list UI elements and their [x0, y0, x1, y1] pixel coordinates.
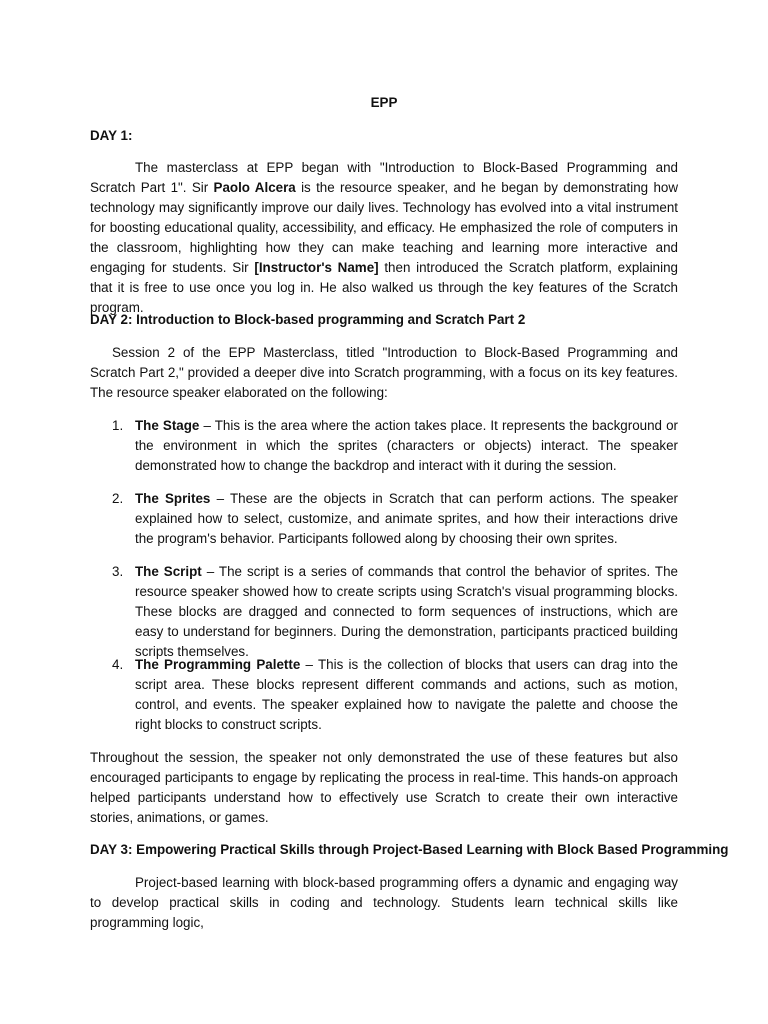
list-item — [112, 655, 678, 735]
list-item-number: 4. — [112, 657, 124, 672]
list-item-text: – These are the objects in Scratch that can perform actions. The speaker explained how to select, customize, and animate sprites, and how their interactions drive the program's behavior. Participants followed along by choosing their own sprites. — [135, 491, 678, 546]
speaker-name: Paolo Alcera — [213, 180, 296, 195]
day1-heading: DAY 1: — [90, 128, 133, 143]
day1-para-end: then introduced the Scratch platform, explaining that it is free to use once you log in. He also walked us through the key features of the Scratch program. — [90, 260, 678, 315]
day3-para-text: Project-based learning with block-based programming offers a dynamic and engaging way to develop practical skills in coding and technology. Students learn technical skills like programming logic, — [90, 875, 678, 930]
day2-intro-text: Session 2 of the EPP Masterclass, titled "Introduction to Block-Based Programming and Scratch Part 2," provided a deeper dive into Scratch programming, with a focus on its key features. The resource speaker elaborated on the following: — [90, 345, 678, 400]
day3-paragraph — [90, 873, 678, 933]
day2-closing-paragraph: Throughout the session, the speaker not only demonstrated the use of these features but also encouraged participants to engage by replicating the process in real-time. This hands-on approach helped participants understand how to effectively use Scratch to create their own interactive stories, animations, or games. — [90, 750, 678, 825]
list-item-term: The Programming Palette — [135, 657, 301, 672]
list-item — [112, 416, 678, 476]
list-item-text: – This is the area where the action takes place. It represents the background or the environment in which the sprites (characters or objects) interact. The speaker demonstrated how to change the backdrop and interact with it during the session. — [135, 418, 678, 473]
day3-heading: DAY 3: Empowering Practical Skills through Project-Based Learning with Block Based Programming — [90, 842, 729, 857]
list-item-number: 1. — [112, 418, 124, 433]
day2-intro-paragraph — [90, 343, 678, 403]
day1-paragraph — [90, 158, 678, 318]
list-item-text: – This is the collection of blocks that users can drag into the script area. These blocks represent different commands and actions, such as motion, control, and events. The speaker explained how to navigate the palette and choose the right blocks to construct scripts. — [135, 657, 678, 732]
list-item-term: The Sprites — [135, 491, 211, 506]
list-item — [112, 562, 678, 662]
instructor-placeholder: [Instructor's Name] — [254, 260, 379, 275]
list-item-term: The Stage — [135, 418, 200, 433]
list-item-number: 3. — [112, 564, 124, 579]
day1-para-start: The masterclass at EPP began with "Introduction to Block-Based Programming and Scratch Part 1". Sir — [90, 160, 678, 195]
list-item-term: The Script — [135, 564, 202, 579]
day1-para-mid: is the resource speaker, and he began by demonstrating how technology may significantly improve our daily lives. Technology has evolved into a vital instrument for boosting educational quality, accessibility, and efficacy. He emphasized the role of computers in the classroom, highlighting how they can make teaching and learning more interactive and engaging for students. Sir — [90, 180, 679, 275]
list-item-text: – The script is a series of commands that control the behavior of sprites. The resource speaker showed how to create scripts using Scratch's visual programming blocks. These blocks are dragged and connected to form sequences of instructions, which are easy to understand for beginners. During the demonstration, participants practiced building scripts themselves. — [135, 564, 678, 659]
day2-heading: DAY 2: Introduction to Block-based programming and Scratch Part 2 — [90, 312, 526, 327]
list-item-number: 2. — [112, 491, 124, 506]
list-item — [112, 489, 678, 549]
document-title: EPP — [370, 95, 398, 110]
